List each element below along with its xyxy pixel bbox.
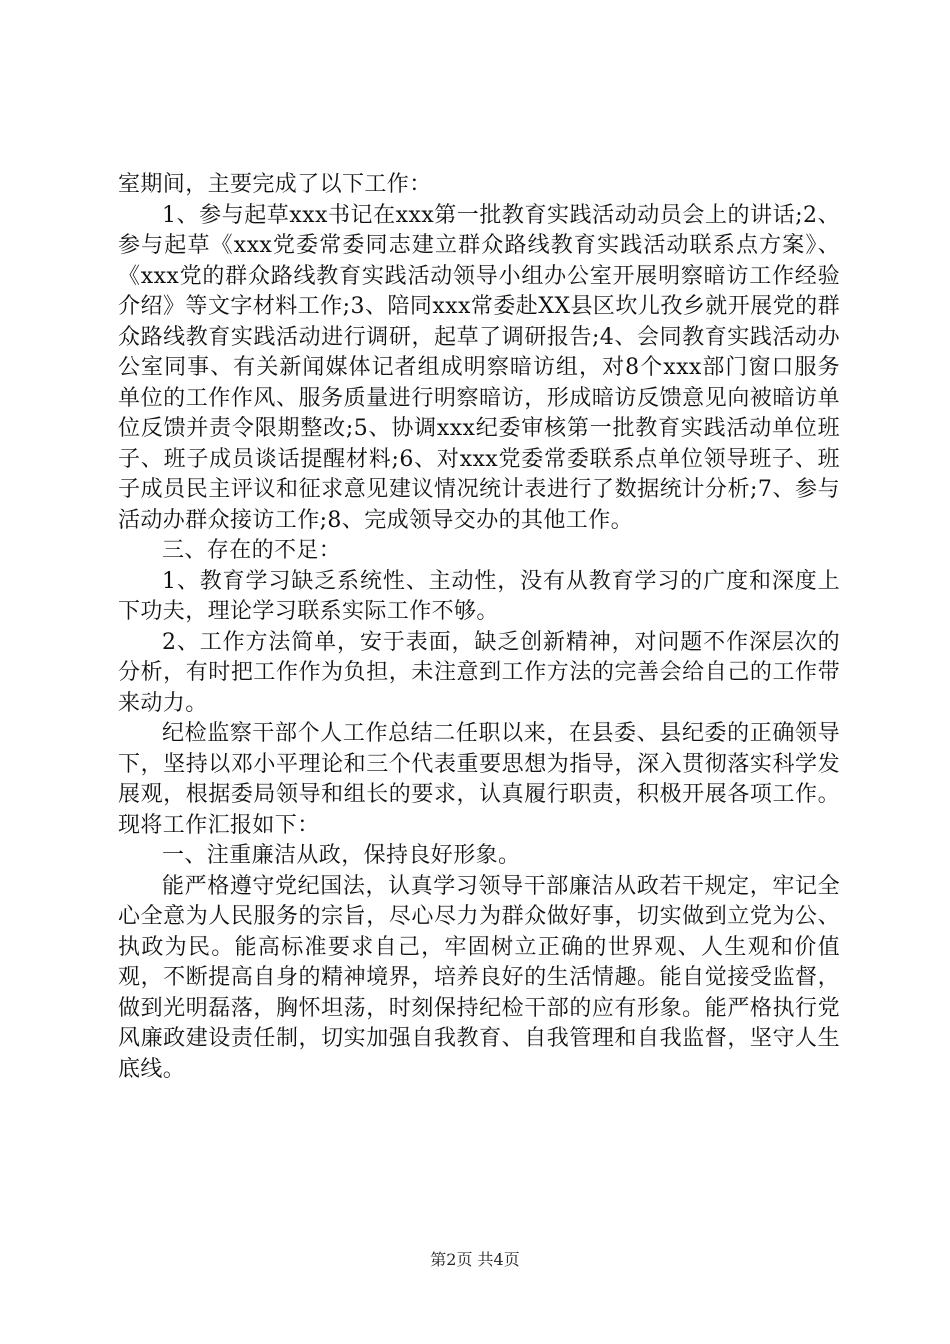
document-body bbox=[118, 170, 840, 1085]
paragraph-1: 室期间，主要完成了以下工作： bbox=[118, 172, 432, 197]
section-heading-shortcomings: 三、存在的不足： bbox=[162, 538, 342, 563]
section-heading-integrity: 一、注重廉洁从政，保持良好形象。 bbox=[162, 843, 521, 868]
page-number: 第2页 共4页 bbox=[430, 1250, 520, 1269]
paragraph-2: 1、参与起草xxx书记在xxx第一批教育实践活动动员会上的讲话;2、参与起草《xxx党委常委同志建立群众路线教育实践活动联系点方案》、《xxx党的群众路线教育实践活动领导小组办公室开展明察暗访工作经验介绍》等文字材料工作;3、陪同xxx常委赴XX县区坎儿孜乡就开展党的群众路线教育实践活动进行调研，起草了调研报告;4、会同教育实践活动办公室同事、有关新闻媒体记者组成明察暗访组，对8个xxx部门窗口服务单位的工作作风、服务质量进行明察暗访，形成暗访反馈意见向被暗访单位反馈并责令限期整改;5、协调xxx纪委审核第一批教育实践活动单位班子、班子成员谈话提醒材料;6、对xxx党委常委联系点单位领导班子、班子成员民主评议和征求意见建议情况统计表进行了数据统计分析;7、参与活动办群众接访工作;8、完成领导交办的其他工作。 bbox=[118, 202, 840, 533]
paragraph-6: 纪检监察干部个人工作总结二任职以来，在县委、县纪委的正确领导下，坚持以邓小平理论和三个代表重要思想为指导，深入贯彻落实科学发展观，根据委局领导和组长的要求，认真履行职责，积极开展各项工作。现将工作汇报如下： bbox=[118, 721, 840, 838]
paragraph-5: 2、工作方法简单，安于表面，缺乏创新精神，对问题不作深层次的分析，有时把工作作为负担，未注意到工作方法的完善会给自己的工作带来动力。 bbox=[118, 629, 840, 716]
paragraph-4: 1、教育学习缺乏系统性、主动性，没有从教育学习的广度和深度上下功夫，理论学习联系实际工作不够。 bbox=[118, 568, 840, 624]
paragraph-8: 能严格遵守党纪国法，认真学习领导干部廉洁从政若干规定，牢记全心全意为人民服务的宗旨，尽心尽力为群众做好事，切实做到立党为公、执政为民。能高标准要求自己，牢固树立正确的世界观、人生观和价值观，不断提高自身的精神境界，培养良好的生活情趣。能自觉接受监督，做到光明磊落，胸怀坦荡，时刻保持纪检干部的应有形象。能严格执行党风廉政建设责任制，切实加强自我教育、自我管理和自我监督，坚守人生底线。 bbox=[118, 873, 840, 1082]
